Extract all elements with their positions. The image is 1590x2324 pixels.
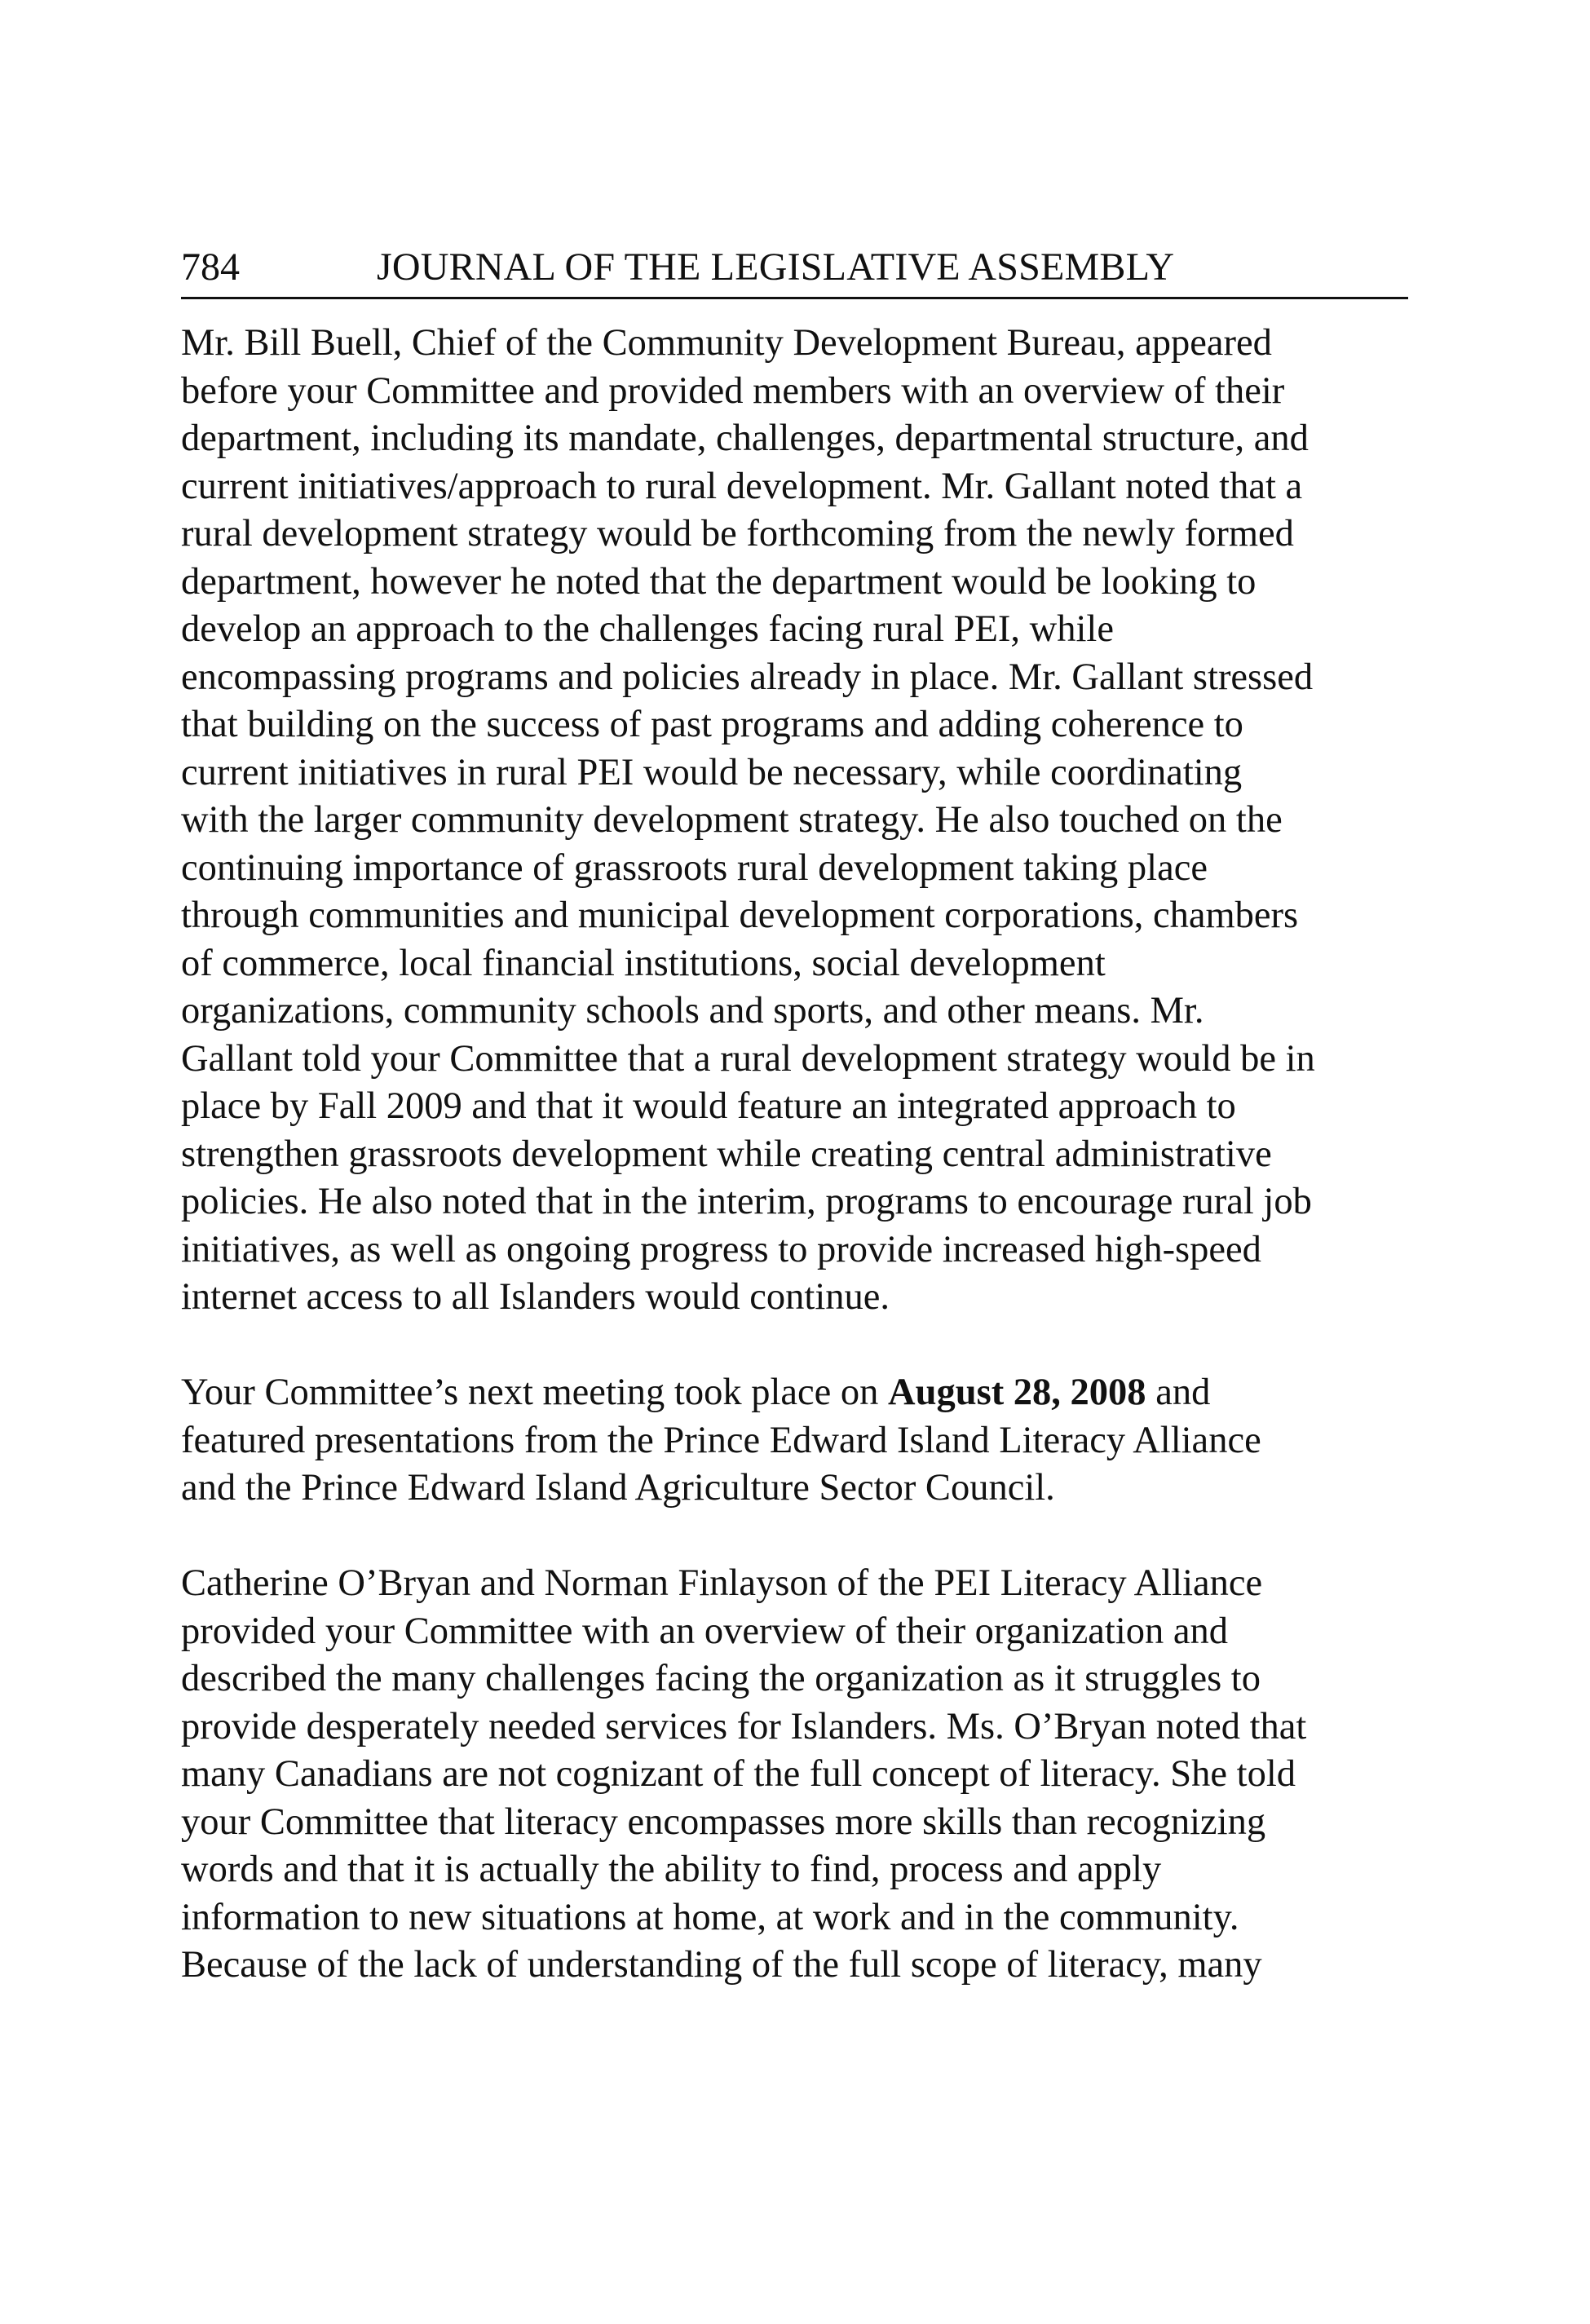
running-header (181, 241, 1408, 299)
text-line: provide desperately needed services for Islanders. Ms. O’Bryan noted that (181, 1705, 1307, 1747)
text-line: Gallant told your Committee that a rural development strategy would be in (181, 1037, 1315, 1080)
text-line: rural development strategy would be forthcoming from the newly formed (181, 513, 1294, 554)
text-line: current initiatives in rural PEI would be necessary, while coordinating (181, 751, 1243, 793)
rural-development-paragraph (181, 320, 1416, 1322)
text-line: Catherine O’Bryan and Norman Finlayson of the PEI Literacy Alliance (181, 1562, 1263, 1604)
text-line: develop an approach to the challenges facing rural PEI, while (181, 608, 1114, 650)
text-line: Because of the lack of understanding of the full scope of literacy, many (181, 1944, 1262, 1986)
text-line: many Canadians are not cognizant of the full concept of literacy. She told (181, 1753, 1296, 1795)
text-line: continuing importance of grassroots rural development taking place (181, 846, 1208, 889)
text-line: initiatives, as well as ongoing progress to provide increased high-speed (181, 1228, 1261, 1270)
meeting-date-line (181, 1369, 1416, 1417)
journal-body (181, 320, 1416, 1990)
text-line: department, including its mandate, challenges, departmental structure, and (181, 418, 1309, 459)
text-line: that building on the success of past programs and adding coherence to (181, 704, 1243, 745)
meeting-date-paragraph (181, 1369, 1416, 1513)
text-line: before your Committee and provided members with an overview of their (181, 369, 1285, 412)
text-line: and the Prince Edward Island Agriculture Sector Council. (181, 1467, 1055, 1509)
text-line: your Committee that literacy encompasses more skills than recognizing (181, 1800, 1266, 1843)
text-line: described the many challenges facing the organization as it struggles to (181, 1658, 1261, 1699)
literacy-alliance-paragraph (181, 1560, 1416, 1990)
text-line: through communities and municipal development corporations, chambers (181, 895, 1299, 936)
text-line: internet access to all Islanders would continue. (181, 1276, 890, 1318)
meeting-date: August 28, 2008 (888, 1372, 1146, 1413)
text-line: words and that it is actually the ability to find, process and apply (181, 1849, 1162, 1890)
text-line: encompassing programs and policies already in place. Mr. Gallant stressed (181, 656, 1314, 698)
text-line: Mr. Bill Buell, Chief of the Community Development Bureau, appeared (181, 322, 1272, 364)
text-line: policies. He also noted that in the interim, programs to encourage rural job (181, 1181, 1312, 1222)
text-line: strengthen grassroots development while creating central administrative (181, 1133, 1272, 1175)
text-line: of commerce, local financial institutions, social development (181, 942, 1106, 984)
text-line: information to new situations at home, at work and in the community. (181, 1896, 1239, 1938)
text-line: organizations, community schools and sports, and other means. Mr. (181, 990, 1204, 1032)
text-line: provided your Committee with an overview of their organization and (181, 1610, 1229, 1652)
text-line: current initiatives/approach to rural development. Mr. Gallant noted that a (181, 465, 1303, 507)
text-line: featured presentations from the Prince Edward Island Literacy Alliance (181, 1419, 1261, 1461)
page-number: 784 (181, 245, 240, 289)
text-line: department, however he noted that the department would be looking to (181, 560, 1257, 603)
meeting-text-after-date: and (1146, 1372, 1211, 1413)
meeting-text-before-date: Your Committee’s next meeting took place on (181, 1372, 889, 1413)
text-line: place by Fall 2009 and that it would feature an integrated approach to (181, 1085, 1236, 1127)
journal-title: JOURNAL OF THE LEGISLATIVE ASSEMBLY (377, 245, 1175, 289)
text-line: with the larger community development strategy. He also touched on the (181, 799, 1283, 841)
